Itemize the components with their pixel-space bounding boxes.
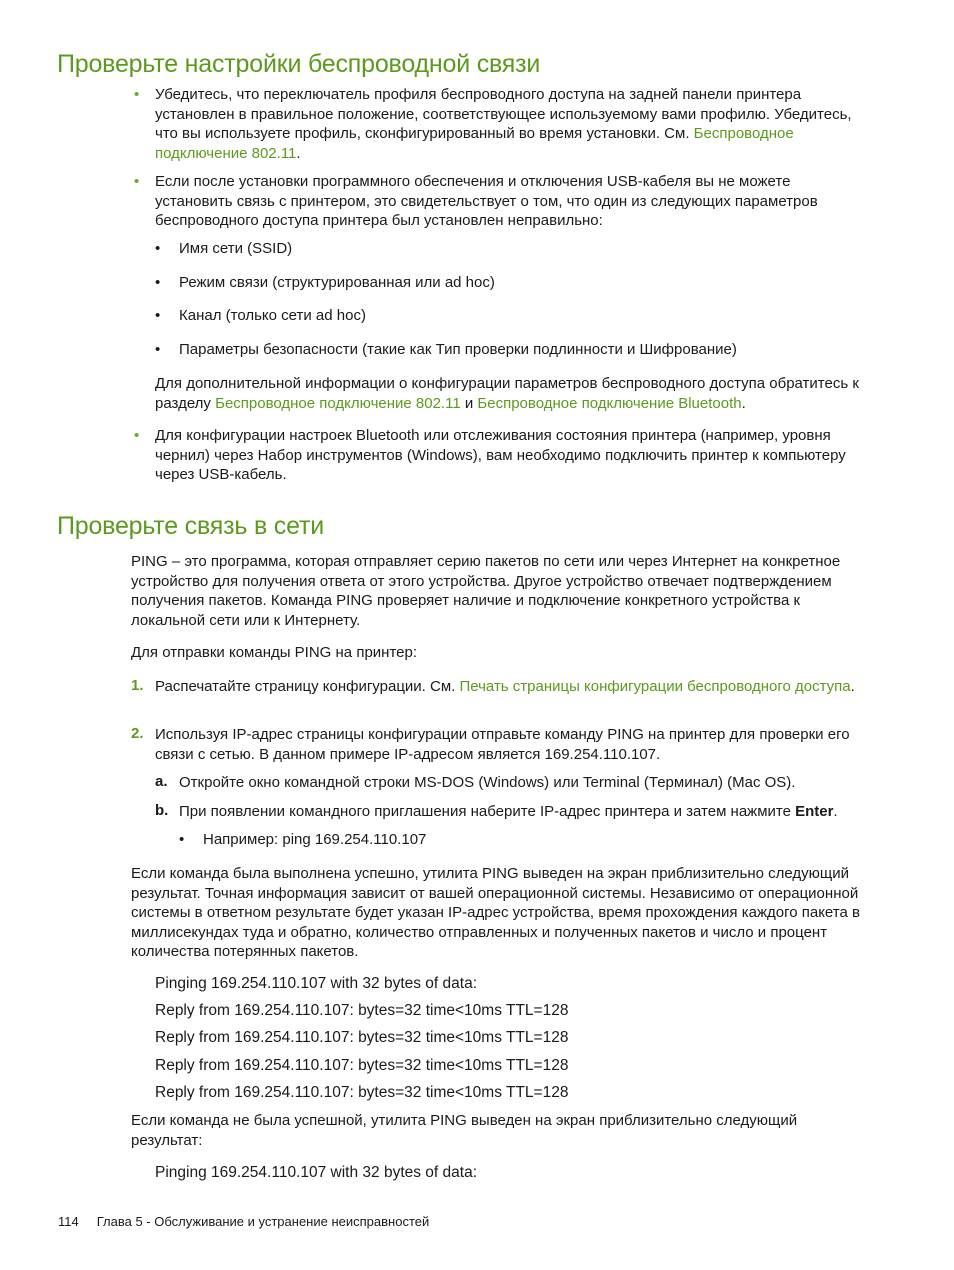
enter-key-label: Enter — [795, 803, 834, 820]
step-number-1: 1. — [131, 677, 144, 694]
bullet-icon: • — [134, 86, 140, 103]
link-wireless-80211[interactable]: Беспроводное подключение 802.11 — [155, 125, 794, 162]
bullet-icon: • — [179, 831, 185, 848]
bullet-icon: • — [155, 274, 161, 291]
section-title-network: Проверьте связь в сети — [57, 512, 324, 540]
bullet-icon: • — [155, 341, 161, 358]
substep-label-b: b. — [155, 802, 169, 819]
step-number-2: 2. — [131, 725, 144, 742]
subitem-security: • Параметры безопасности (такие как Тип проверки подлинности и Шифрование) — [155, 341, 737, 358]
step-1-text: Распечатайте страницу конфигурации. См. Печать страницы конфигурации беспроводного доступа. — [155, 678, 855, 695]
success-paragraph: Если команда была выполнена успешно, утилита PING выведен на экран приблизительно следующий результат. Точная информация зависит от вашей операционной системы. Независимо от операционной системы в ответном результате будет указан IP-адрес устройства, время прохождения каждого пакета в миллисекундах туда и обратно, количество отправленных и полученных пакетов и число и процент количества потерянных пакетов. — [131, 865, 860, 960]
link-wireless-80211-2[interactable]: Беспроводное подключение 802.11 — [215, 394, 461, 412]
bullet-wireless-switch: • Убедитесь, что переключатель профиля беспроводного доступа на задней панели принтера установлен в правильное положение, соответствующее используемому вами профилю. Убедитесь, что вы используете профиль, сконфигурированный во время установки. См. Беспроводное подключение 802.11. — [134, 86, 852, 162]
step-2-text: Используя IP-адрес страницы конфигурации отправьте команду PING на принтер для проверки его связи с сетью. В данном примере IP-адресом является 169.254.110.107. — [155, 726, 850, 763]
bullet-icon: • — [134, 173, 140, 190]
success-output-line: Reply from 169.254.110.107: bytes=32 time<10ms TTL=128 — [155, 1002, 569, 1019]
success-output-line: Reply from 169.254.110.107: bytes=32 time<10ms TTL=128 — [155, 1084, 569, 1101]
chapter-title: Глава 5 - Обслуживание и устранение неисправностей — [96, 1214, 430, 1229]
success-output-line: Reply from 169.254.110.107: bytes=32 time<10ms TTL=128 — [155, 1029, 569, 1046]
bullet-icon: • — [155, 307, 161, 324]
ping-lead-paragraph: Для отправки команды PING на принтер: — [131, 644, 417, 661]
section-title-wireless: Проверьте настройки беспроводной связи — [57, 50, 541, 78]
more-info-paragraph: Для дополнительной информации о конфигурации параметров беспроводного доступа обратитесь к разделу Беспроводное подключение 802.11 и Беспроводное подключение Bluetooth. — [155, 375, 859, 412]
subitem-channel: • Канал (только сети ad hoc) — [155, 307, 366, 324]
subitem-ssid: • Имя сети (SSID) — [155, 240, 293, 257]
fail-output-line: Pinging 169.254.110.107 with 32 bytes of data: — [155, 1164, 478, 1181]
subitem-mode: • Режим связи (структурированная или ad hoc) — [155, 274, 495, 291]
bullet-icon: • — [134, 427, 140, 444]
example-item: • Например: ping 169.254.110.107 — [179, 831, 427, 848]
bullet-usb-disconnect: • Если после установки программного обеспечения и отключения USB-кабеля вы не можете установить связь с принтером, это свидетельствует о том, что один из следующих параметров беспроводного доступа принтера был установлен неправильно: — [134, 173, 818, 229]
success-output-line: Pinging 169.254.110.107 with 32 bytes of data: — [155, 975, 478, 992]
substep-label-a: a. — [155, 773, 168, 790]
page-footer — [58, 1214, 429, 1229]
fail-paragraph: Если команда не была успешной, утилита PING выведен на экран приблизительно следующий результат: — [131, 1112, 798, 1149]
bullet-bluetooth-config: • Для конфигурации настроек Bluetooth или отслеживания состояния принтера (например, уровня чернил) через Набор инструментов (Windows), вам необходимо подключить принтер к компьютеру через USB-кабель. — [134, 427, 846, 483]
link-bluetooth[interactable]: Беспроводное подключение Bluetooth — [477, 394, 742, 412]
substep-a-text: Откройте окно командной строки MS-DOS (Windows) или Terminal (Терминал) (Mac OS). — [179, 774, 796, 791]
substep-b-text: При появлении командного приглашения наберите IP-адрес принтера и затем нажмите Enter. — [179, 803, 838, 820]
bullet-icon: • — [155, 240, 161, 257]
ping-intro-paragraph: PING – это программа, которая отправляет серию пакетов по сети или через Интернет на конкретное устройство для получения ответа от этого устройства. Другое устройство отвечает подтверждением получения пакетов. Команда PING проверяет наличие и подключение конкретного устройства к локальной сети или к Интернету. — [131, 553, 841, 629]
page-number: 114 — [58, 1214, 79, 1229]
link-print-config-page[interactable]: Печать страницы конфигурации беспроводного доступа — [459, 678, 851, 695]
success-output-line: Reply from 169.254.110.107: bytes=32 time<10ms TTL=128 — [155, 1057, 569, 1074]
